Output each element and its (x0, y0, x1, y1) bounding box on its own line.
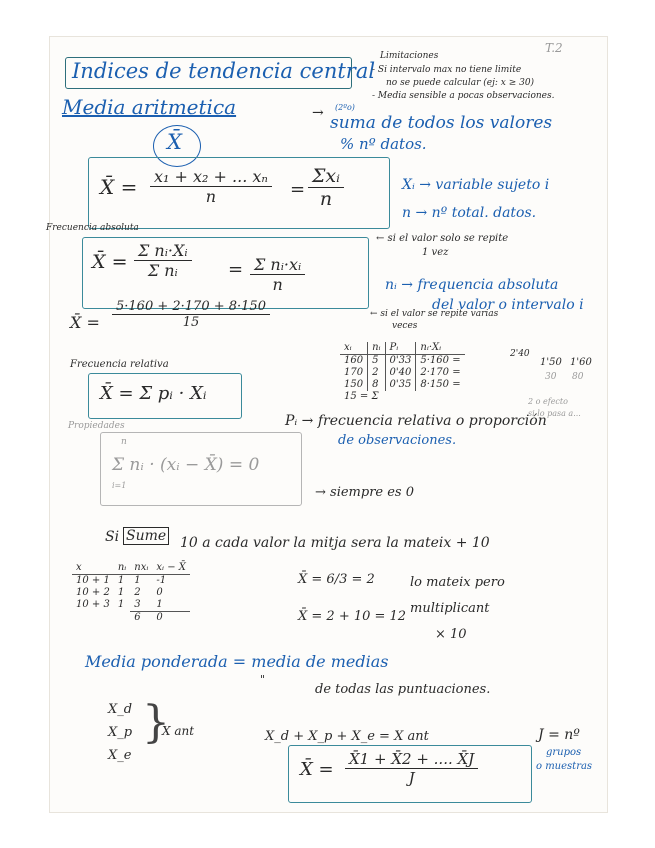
formula-lhs: X̄ = (92, 251, 128, 273)
table-cell: 1 (117, 575, 125, 586)
denominator: n (205, 187, 217, 206)
numerator: Σ nᵢ·Xᵢ (134, 241, 192, 261)
legend-j: J = nº (538, 727, 580, 743)
numerator: Σxᵢ (308, 165, 344, 188)
brace-icon: } (142, 697, 170, 748)
header-cell: xᵢ − X̄ (152, 562, 190, 575)
denominator: n (272, 275, 283, 294)
numerator: X̄1 + X̄2 + .... X̄J (345, 750, 478, 769)
table-cell: 2 (134, 587, 141, 598)
sum-line: X_d + X_p + X_e = X ant (265, 729, 429, 744)
side-value: 80 (572, 372, 584, 382)
header-cell: nᵢ·Xᵢ (416, 342, 465, 355)
table-cell: 2·170 = (420, 367, 461, 378)
side-value: 1'50 (540, 357, 562, 368)
table-cell: 8·150 = (420, 379, 461, 390)
notebook-page (46, 37, 607, 812)
formula-fraction (345, 750, 478, 787)
legend-j-3: o muestras (536, 761, 593, 772)
table-cell: 1 (134, 575, 141, 586)
table-cell: 10 + 1 (76, 575, 110, 586)
legend-ni-2: del valor o intervalo i (432, 297, 584, 313)
formula-fraction (150, 167, 272, 206)
side-note: 2 o efecto (528, 397, 568, 406)
table-cell: 150 (340, 379, 368, 391)
limitations-line: - Si intervalo max no tiene limite (372, 65, 522, 75)
sum-note-rest: 10 a cada valor la mitja sera la mateix + 10 (180, 535, 490, 551)
limitations-heading: Limitaciones (380, 51, 439, 61)
table-cell: 1 (117, 587, 125, 598)
table-cell: 0 (156, 587, 163, 598)
header-cell: nᵢ (114, 562, 130, 575)
always-zero-note: → siempre es 0 (315, 485, 415, 500)
header-cell: xᵢ (340, 342, 368, 355)
legend-pi-2: de observaciones. (338, 433, 457, 448)
sum-note-prefix: Si (105, 529, 120, 545)
denominator: J (408, 769, 415, 787)
page-number: T.2 (545, 41, 563, 55)
table-cell: 3 (134, 599, 141, 610)
weighted-sub: de todas las puntuaciones. (315, 682, 491, 697)
equals: = (290, 179, 306, 200)
legend-n: n → nº total. datos. (402, 205, 537, 221)
xbar-symbol: X̄ (167, 130, 182, 154)
sum-limit-bottom: i=1 (112, 481, 127, 490)
mean-description: suma de todos los valores (330, 113, 553, 133)
frequency-table (340, 342, 465, 403)
note-repeat: ← si el valor se repite varias (370, 309, 499, 319)
formula-relative: X̄ = Σ pᵢ · Xᵢ (100, 383, 207, 404)
table-cell: 10 + 2 (76, 587, 110, 598)
table-cell: 1 (156, 599, 163, 610)
denominator: Σ nᵢ (147, 261, 178, 280)
formula-sum-fraction (308, 165, 344, 210)
label-property: Propiedades (68, 421, 125, 431)
same-note: lo mateix pero (410, 575, 505, 590)
formula-fraction-2 (250, 255, 305, 294)
side-value: 1'60 (570, 357, 592, 368)
numerator: Σ nᵢ·xᵢ (250, 255, 305, 275)
sum-table (72, 562, 190, 624)
table-cell: 10 + 3 (76, 599, 110, 611)
header-cell: Pᵢ (385, 342, 416, 355)
table-total: 0 (152, 612, 190, 625)
weighted-ditto: " (260, 673, 266, 686)
table-cell (72, 612, 114, 625)
arrow-icon: → (312, 105, 324, 121)
table-cell: 5·160 = (420, 355, 461, 366)
header-cell: nᵢ (368, 342, 385, 355)
side-value: 2'40 (510, 349, 530, 359)
sum-note-boxed: Sume (123, 527, 169, 545)
formula-property: Σ nᵢ · (xᵢ − X̄) = 0 (112, 455, 260, 475)
table-cell: 0'33 (385, 355, 416, 368)
table-cell: -1 (156, 575, 167, 586)
calc-1: X̄ = 6/3 = 2 (298, 572, 375, 587)
same-note-2: multiplicant (410, 601, 490, 616)
table-total: 6 (130, 612, 152, 625)
legend-ni: nᵢ → frequencia absoluta (385, 277, 559, 293)
table-cell: 1 (117, 599, 125, 611)
limitations-line: - Media sensible a pocas observaciones. (372, 91, 555, 101)
table-cell: 0'40 (385, 367, 416, 379)
same-note-3: × 10 (435, 627, 467, 642)
section-mean: Media aritmetica (62, 95, 237, 119)
limitations-line: no se puede calcular (ej: x ≥ 30) (386, 78, 535, 88)
group-var: X_e (108, 748, 132, 763)
formula-lhs: X̄ = (100, 175, 138, 199)
example-fraction (112, 299, 270, 330)
formula-lhs: X̄ = (300, 759, 334, 780)
table-cell: 0'35 (385, 379, 416, 391)
note-repeat-2: veces (392, 321, 418, 331)
equals: = (228, 259, 244, 280)
calc-2: X̄ = 2 + 10 = 12 (298, 609, 407, 624)
legend-pi: Pᵢ → frecuencia relativa o proporción (285, 413, 547, 429)
table-cell: 8 (368, 379, 385, 391)
formula-fraction (134, 241, 192, 280)
sum-limit-top: n (121, 437, 127, 447)
table-cell: 2 (368, 367, 385, 379)
legend-j-2: grupos (546, 747, 582, 758)
example-lhs: X̄ = (70, 313, 100, 332)
note-once-2: 1 vez (422, 247, 449, 258)
side-note: si lo pasa a... (528, 409, 581, 418)
side-value: 30 (545, 372, 557, 382)
table-cell: 5 (368, 355, 385, 368)
table-cell: 160 (340, 355, 368, 368)
label-relative-frequency: Frecuencia relativa (70, 359, 169, 370)
numerator: 5·160 + 2·170 + 8·150 (112, 299, 270, 315)
table-total: 15 = Σ (344, 391, 379, 402)
denominator: 15 (182, 315, 200, 330)
header-cell: nxᵢ (130, 562, 152, 575)
table-cell (114, 612, 130, 625)
page-title: Indices de tendencia central (72, 59, 376, 83)
group-var: X_d (108, 702, 133, 717)
weighted-title: Media ponderada = media de medias (85, 652, 389, 671)
mean-description-note: (2ºo) (335, 103, 355, 112)
label-absolute-frequency: Frecuencia absoluta (46, 223, 139, 233)
numerator: x₁ + x₂ + ... xₙ (150, 167, 272, 187)
note-once: ← si el valor solo se repite (376, 233, 509, 244)
denominator: n (319, 188, 333, 210)
header-cell: x (72, 562, 114, 575)
legend-xi: Xᵢ → variable sujeto i (402, 177, 550, 193)
table-cell: 170 (340, 367, 368, 379)
mean-description-2: % nº datos. (340, 135, 427, 153)
group-label: X ant (162, 724, 195, 738)
group-var: X_p (108, 725, 133, 740)
